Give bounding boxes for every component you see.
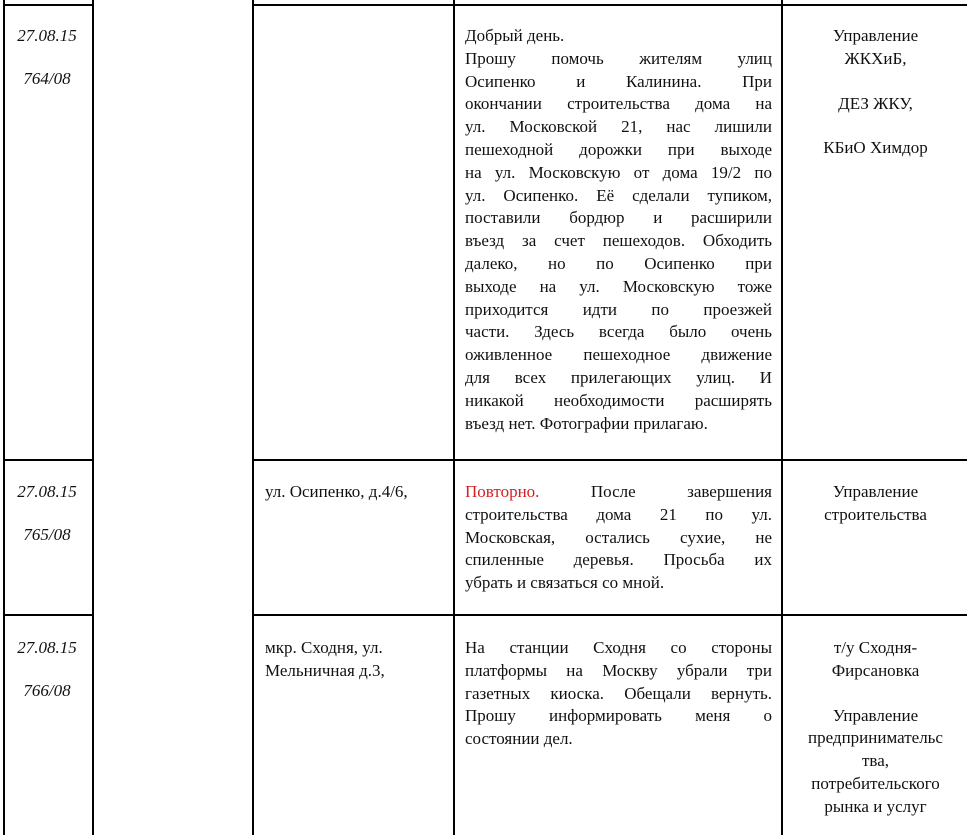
responsible-line: предпринимательс <box>808 728 943 748</box>
request-text <box>465 637 772 751</box>
text-line <box>465 481 772 504</box>
text-line: на ул. Московскую от дома 19/2 по <box>465 162 772 182</box>
address-line: Мельничная д.3, <box>265 660 385 680</box>
address-cell <box>265 637 445 683</box>
responsible-line: рынка и услуг <box>824 796 927 816</box>
row-divider <box>252 614 967 616</box>
text-line: для всех прилегающих улиц. И <box>465 367 772 387</box>
text-line: убрать и связаться со мной. <box>465 573 665 593</box>
row-divider <box>3 459 94 461</box>
row-number: 766/08 <box>23 680 71 700</box>
repeat-marker: Повторно. <box>465 482 540 501</box>
text-line: спиленные деревья. Просьба их <box>465 550 772 570</box>
responsible-cell <box>784 637 967 819</box>
row-date: 27.08.15 <box>17 638 77 657</box>
text-line: Прошу помочь жителям улиц <box>465 48 772 68</box>
row-divider <box>3 614 94 616</box>
text-line: приходится идти по проезжей <box>465 299 772 319</box>
text-line: въезд нет. Фотографии прилагаю. <box>465 413 708 433</box>
text-line: Прошу информировать меня о <box>465 706 772 726</box>
text-line: газетных киоска. Обещали вернуть. <box>465 683 772 703</box>
responsible-line: т/у Сходня- <box>833 638 918 657</box>
text-line: никакой необходимости расширять <box>465 390 772 410</box>
responsible-line: Фирсановка <box>831 660 920 680</box>
text-fragment: После завершения <box>590 482 772 501</box>
row-number: 764/08 <box>23 68 71 88</box>
address-line: мкр. Сходня, ул. <box>265 638 383 657</box>
responsible-line: Управление <box>832 26 919 45</box>
text-line: ул. Осипенко. Её сделали тупиком, <box>465 185 772 205</box>
text-line: части. Здесь всегда было очень <box>465 322 772 342</box>
text-line: Московская, остались сухие, не <box>465 527 772 547</box>
responsible-line: тва, <box>861 751 890 771</box>
text-line: На станции Сходня со стороны <box>465 638 772 657</box>
responsible-line: строительства <box>824 504 927 524</box>
text-line: выходе на ул. Московскую тоже <box>465 276 772 296</box>
row-number-cell <box>4 481 90 567</box>
row-number-cell <box>4 637 90 723</box>
text-line: строительства дома 21 по ул. <box>465 504 772 524</box>
row-divider <box>252 4 967 6</box>
text-line: оживленное пешеходное движение <box>465 345 772 365</box>
column-divider <box>92 0 94 835</box>
text-line: пешеходной дорожки при выходе <box>465 139 772 159</box>
row-divider <box>252 459 967 461</box>
address-cell: ул. Осипенко, д.4/6, <box>265 482 408 501</box>
column-divider <box>781 0 783 835</box>
request-text <box>465 25 772 435</box>
text-line: Добрый день. <box>465 26 565 45</box>
text-line: окончании строительства дома на <box>465 94 772 114</box>
column-divider <box>453 0 455 835</box>
request-text <box>465 481 772 595</box>
responsible-line: Управление <box>832 482 919 501</box>
row-number: 765/08 <box>23 524 71 544</box>
column-divider <box>252 0 254 835</box>
row-number-cell <box>4 25 90 111</box>
responsible-line: КБиО Химдор <box>823 138 928 158</box>
responsible-line: Управление <box>832 705 919 725</box>
row-date: 27.08.15 <box>17 26 77 45</box>
text-line: далеко, но по Осипенко при <box>465 253 772 273</box>
responsible-cell <box>784 25 967 160</box>
responsible-line: потребительского <box>811 773 940 793</box>
text-line: въезд за счет пешеходов. Обходить <box>465 231 772 251</box>
row-date: 27.08.15 <box>17 482 77 501</box>
text-line: Осипенко и Калинина. При <box>465 71 772 91</box>
responsible-cell <box>784 481 967 527</box>
row-divider <box>3 4 94 6</box>
responsible-line: ДЕЗ ЖКУ, <box>838 93 913 113</box>
text-line: поставили бордюр и расширили <box>465 208 772 228</box>
responsible-line: ЖКХиБ, <box>844 48 907 68</box>
text-line: состоянии дел. <box>465 729 573 749</box>
text-line: ул. Московской 21, нас лишили <box>465 117 772 137</box>
text-line: платформы на Москву убрали три <box>465 660 772 680</box>
